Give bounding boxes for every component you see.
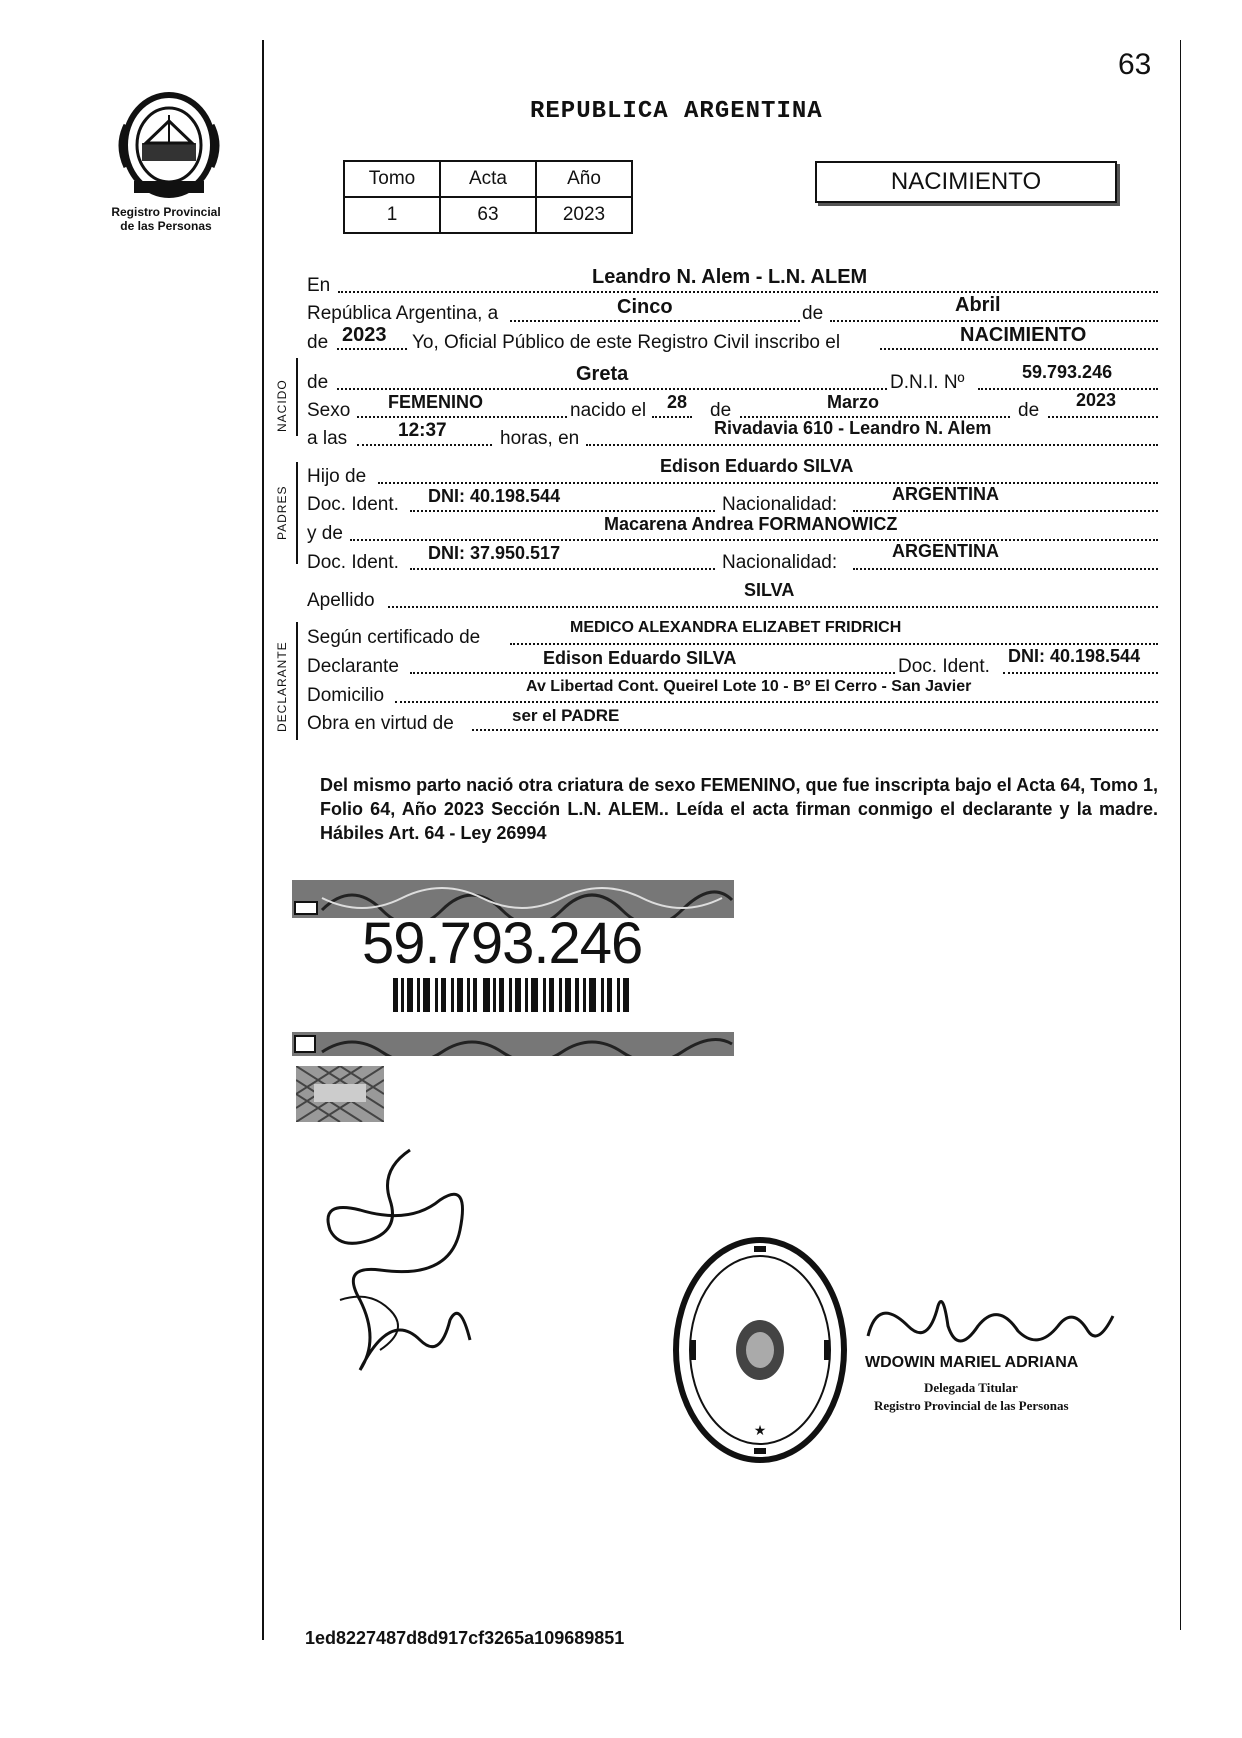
dotted-line (410, 672, 895, 674)
registry-logo (112, 85, 226, 203)
record-type-box: NACIMIENTO (815, 161, 1117, 203)
value-madre-nac: ARGENTINA (892, 541, 999, 561)
label-en: En (307, 275, 331, 296)
official-seal-icon (670, 1230, 850, 1470)
label-doc-3: Doc. Ident. (898, 656, 990, 677)
label-apellido: Apellido (307, 590, 375, 611)
label-segun: Según certificado de (307, 627, 481, 648)
dotted-line (510, 643, 1158, 645)
value-lugar: Leandro N. Alem - L.N. ALEM (592, 266, 868, 288)
dotted-line (830, 320, 1158, 322)
page-title: REPUBLICA ARGENTINA (530, 98, 823, 125)
record-table (343, 160, 633, 234)
registry-label-line-1: Registro Provincial (111, 205, 221, 219)
label-doc-1: Doc. Ident. (307, 494, 399, 515)
value-padre-nac: ARGENTINA (892, 484, 999, 504)
value-dni: 59.793.246 (1022, 362, 1113, 382)
dotted-line (880, 348, 1158, 350)
label-de-4: de (1018, 400, 1040, 421)
label-sexo: Sexo (307, 400, 351, 421)
value-declarante: Edison Eduardo SILVA (543, 648, 737, 668)
value-anio: 2023 (536, 197, 632, 233)
dotted-line (652, 416, 692, 418)
value-acta: 63 (440, 197, 536, 233)
label-nacido: nacido el (570, 400, 647, 421)
value-lugar-nac: Rivadavia 610 - Leandro N. Alem (714, 418, 992, 438)
official-name: WDOWIN MARIEL ADRIANA (865, 1354, 1079, 1371)
section-bar-padres (296, 462, 298, 564)
section-bar-declarante (296, 622, 298, 740)
value-domicilio: Av Libertad Cont. Queirel Lote 10 - Bº El Cerro - San Javier (526, 678, 972, 695)
dotted-line (472, 729, 1158, 731)
label-de: de (802, 303, 824, 324)
dotted-line (337, 348, 407, 350)
label-horas: horas, en (500, 428, 580, 449)
side-label-nacido: NACIDO (275, 379, 289, 432)
value-declarante-doc: DNI: 40.198.544 (1008, 646, 1141, 666)
registry-label-line-2: de las Personas (120, 219, 212, 233)
value-anio-nac: 2023 (1076, 390, 1117, 410)
dotted-line (357, 416, 567, 418)
right-margin-line (1180, 40, 1181, 1630)
svg-text:★: ★ (753, 1423, 767, 1439)
label-declarante: Declarante (307, 656, 399, 677)
side-label-padres: PADRES (275, 485, 289, 540)
label-hijo: Hijo de (307, 466, 367, 487)
value-tipo: NACIMIENTO (960, 324, 1087, 346)
dotted-line (853, 510, 1158, 512)
label-yo: Yo, Oficial Público de este Registro Civil inscribo el (412, 332, 841, 353)
label-nac-2: Nacionalidad: (722, 552, 838, 573)
dotted-line (510, 320, 800, 322)
value-hora: 12:37 (398, 420, 447, 441)
official-registry: Registro Provincial de las Personas (874, 1398, 1069, 1413)
record-table-value-row (344, 197, 632, 233)
label-obra: Obra en virtud de (307, 713, 454, 734)
value-mes-nac: Marzo (827, 392, 880, 412)
dotted-line (410, 510, 715, 512)
value-sexo: FEMENINO (388, 392, 484, 412)
value-dia-nac: 28 (667, 392, 688, 412)
dotted-line (410, 568, 715, 570)
left-margin-line (262, 40, 264, 1640)
value-anio: 2023 (342, 324, 387, 346)
value-dia: Cinco (617, 296, 673, 318)
value-padre-doc: DNI: 40.198.544 (428, 486, 561, 506)
dotted-line (378, 482, 1158, 484)
value-nombre: Greta (576, 363, 629, 385)
dotted-line (388, 606, 1158, 608)
dotted-line (978, 388, 1158, 390)
page-number: 63 (1118, 48, 1152, 81)
label-nac-de: de (307, 372, 329, 393)
section-bar-nacido (296, 358, 298, 436)
label-a-las: a las (307, 428, 348, 449)
dotted-line (1048, 416, 1158, 418)
header-acta: Acta (440, 161, 536, 197)
value-madre-doc: DNI: 37.950.517 (428, 543, 561, 563)
dotted-line (357, 444, 492, 446)
note-paragraph: Del mismo parto nació otra criatura de sexo FEMENINO, que fue inscripta bajo el Acta 64, Tomo 1, Folio 64, Año 2023 Sección L.N. ALEM.. Leída el acta firman conmigo el declarante y la madre. Hábiles Art. 64 - Ley 26994 (320, 775, 1158, 843)
official-role: Delegada Titular (924, 1380, 1018, 1395)
dotted-line (338, 291, 1158, 293)
label-de-2: de (307, 332, 329, 353)
dotted-line (395, 701, 1158, 703)
dotted-line (853, 568, 1158, 570)
label-republica: República Argentina, a (307, 303, 499, 324)
stamp-dni-number: 59.793.246 (362, 911, 643, 976)
value-padre: Edison Eduardo SILVA (660, 456, 854, 476)
dotted-line (350, 539, 1158, 541)
registry-label (96, 205, 236, 233)
header-tomo: Tomo (344, 161, 440, 197)
value-certificado: MEDICO ALEXANDRA ELIZABET FRIDRICH (570, 619, 902, 636)
dotted-line (586, 444, 1158, 446)
value-madre: Macarena Andrea FORMANOWICZ (604, 514, 898, 534)
value-tomo: 1 (344, 197, 440, 233)
barcode-icon (393, 978, 633, 1012)
value-mes: Abril (955, 294, 1001, 316)
label-nac-1: Nacionalidad: (722, 494, 838, 515)
label-y-de: y de (307, 523, 343, 544)
security-band-bottom-icon (292, 1032, 734, 1056)
side-label-declarante: DECLARANTE (275, 641, 289, 732)
label-de-3: de (710, 400, 732, 421)
label-dni: D.N.I. Nº (890, 372, 965, 393)
header-anio: Año (536, 161, 632, 197)
dotted-line (1003, 672, 1158, 674)
value-obra: ser el PADRE (512, 706, 620, 725)
document-hash: 1ed8227487d8d917cf3265a109689851 (305, 1628, 625, 1648)
hologram-patch-icon (296, 1066, 384, 1122)
value-apellido: SILVA (744, 580, 795, 600)
dotted-line (337, 388, 887, 390)
label-domicilio: Domicilio (307, 685, 385, 706)
label-doc-2: Doc. Ident. (307, 552, 399, 573)
declarant-signature-icon (320, 1140, 500, 1390)
record-table-header-row (344, 161, 632, 197)
official-signature-icon (858, 1286, 1118, 1360)
